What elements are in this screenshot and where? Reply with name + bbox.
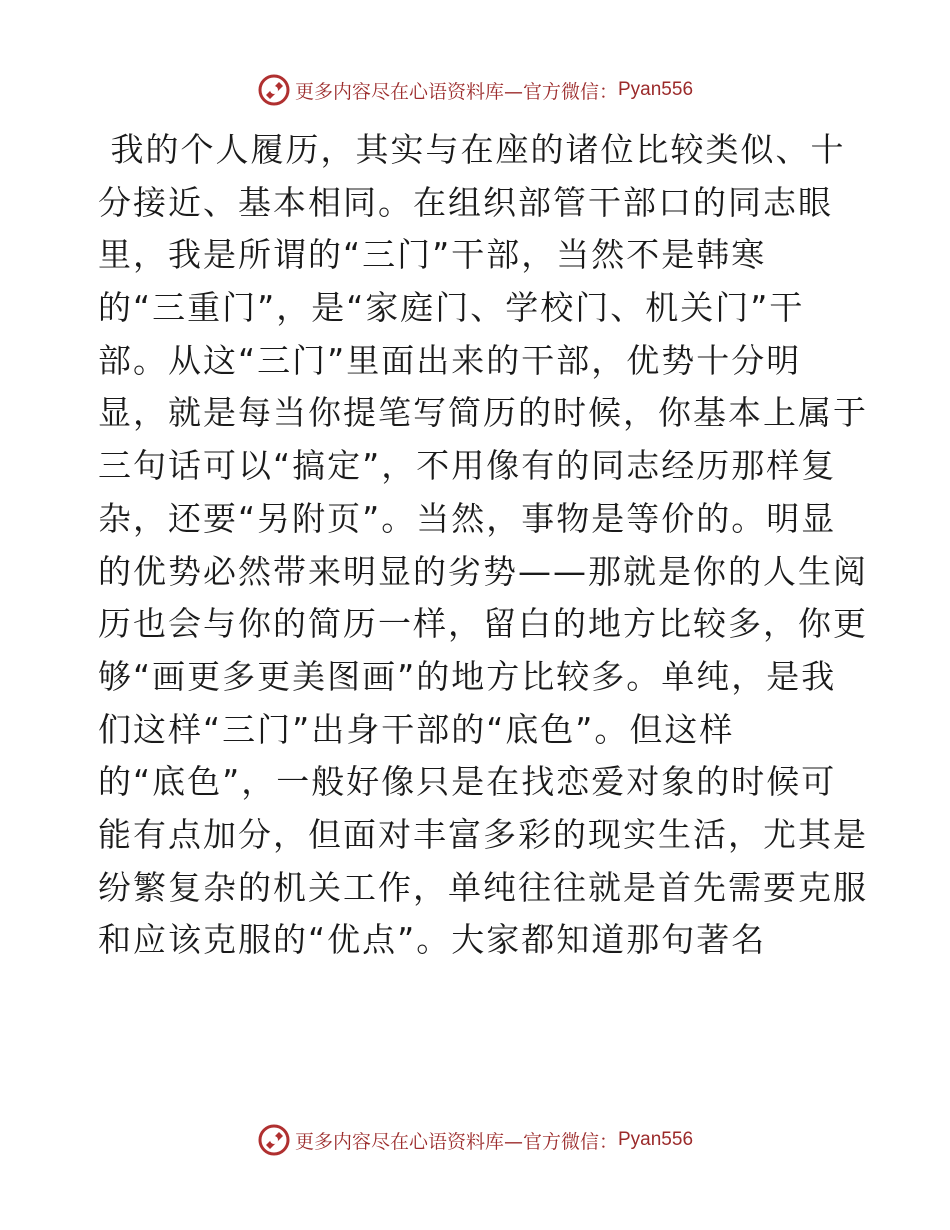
text-line: 够“画更多更美图画”的地方比较多。单纯，是我 bbox=[98, 656, 837, 696]
banner-wechat-id: Pyan556 bbox=[618, 1129, 694, 1150]
text-line: 的“三重门”，是“家庭门、学校门、机关门”干 bbox=[98, 288, 805, 328]
text-line: 显，就是每当你提笔写简历的时候，你基本上属于 bbox=[98, 393, 868, 433]
text-line: 我的个人履历，其实与在座的诸位比较类似、十 bbox=[98, 130, 846, 169]
text-line: 部。从这“三门”里面出来的干部，优势十分明 bbox=[98, 340, 802, 380]
text-line: 能有点加分，但面对丰富多彩的现实生活，尤其是 bbox=[98, 814, 868, 854]
banner-text: 更多内容尽在心语资料库—官方微信： bbox=[294, 1130, 618, 1153]
banner-text: 更多内容尽在心语资料库—官方微信： bbox=[294, 80, 618, 103]
text-line: 的优势必然带来明显的劣势——那就是你的人生阅 bbox=[98, 551, 868, 591]
seal-logo-icon bbox=[257, 1123, 291, 1157]
text-line: 们这样“三门”出身干部的“底色”。但这样 bbox=[98, 709, 735, 749]
text-line: 的“底色”，一般好像只是在找恋爱对象的时候可 bbox=[98, 762, 837, 802]
text-line: 历也会与你的简历一样，留白的地方比较多，你更 bbox=[98, 604, 868, 644]
footer-banner bbox=[0, 1120, 950, 1160]
text-line: 三句话可以“搞定”，不用像有的同志经历那样复 bbox=[98, 446, 837, 486]
text-line: 纷繁复杂的机关工作，单纯往往就是首先需要克服 bbox=[98, 867, 868, 907]
document-body bbox=[98, 124, 868, 967]
text-line: 分接近、基本相同。在组织部管干部口的同志眼 bbox=[98, 182, 833, 222]
banner-wechat-id: Pyan556 bbox=[618, 79, 694, 100]
text-line: 里，我是所谓的“三门”干部，当然不是韩寒 bbox=[98, 235, 767, 275]
header-banner bbox=[0, 70, 950, 110]
text-line: 杂，还要“另附页”。当然，事物是等价的。明显 bbox=[98, 498, 837, 538]
text-line: 和应该克服的“优点”。大家都知道那句著名 bbox=[98, 920, 767, 960]
seal-logo-icon bbox=[257, 73, 291, 107]
